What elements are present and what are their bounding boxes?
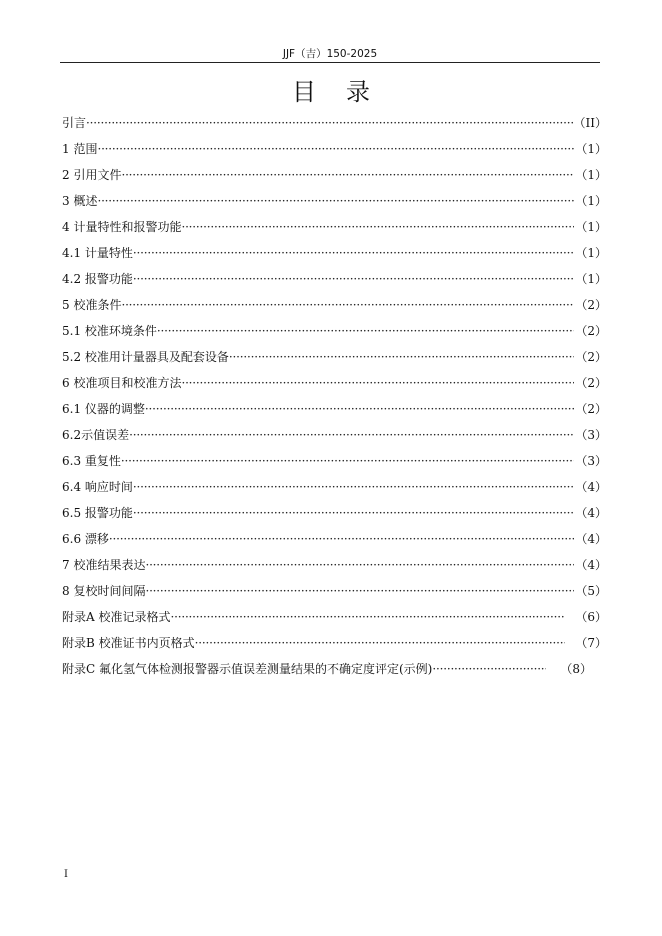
toc-entry-label: 7 校准结果表达 <box>62 558 146 572</box>
toc-entry-label: 5 校准条件 <box>62 298 122 312</box>
toc-entry-label: 6.5 报警功能 <box>62 506 133 520</box>
toc-entry-label: 6.2示值误差 <box>62 428 130 442</box>
toc-entry-page: （2） <box>575 324 607 338</box>
toc-entry-page: （2） <box>575 350 607 364</box>
dot-leader <box>170 607 565 627</box>
toc-entry[interactable] <box>62 321 607 347</box>
toc-entry-label: 6.4 响应时间 <box>62 480 133 494</box>
toc-entry-label: 8 复校时间间隔 <box>62 584 146 598</box>
dot-leader <box>229 347 574 367</box>
toc-entry-label: 6 校准项目和校准方法 <box>62 376 182 390</box>
toc-entry-label: 6.3 重复性 <box>62 454 121 468</box>
toc-entry-page: （2） <box>575 298 607 312</box>
toc-entry-page: （1） <box>575 142 607 156</box>
toc-entry[interactable] <box>62 607 607 633</box>
dot-leader <box>133 243 574 263</box>
toc-entry[interactable] <box>62 529 607 555</box>
dot-leader <box>133 269 574 289</box>
toc-entry[interactable] <box>62 555 607 581</box>
toc-entry-label: 引言 <box>62 116 87 130</box>
toc-entry[interactable] <box>62 373 607 399</box>
toc-entry-label: 4.1 计量特性 <box>62 246 133 260</box>
toc-entry-page: （1） <box>575 194 607 208</box>
toc-entry-page: （4） <box>575 506 607 520</box>
toc-entry[interactable] <box>62 113 607 139</box>
toc-entry-page: （1） <box>575 272 607 286</box>
dot-leader <box>133 503 574 523</box>
toc-entry-page: （1） <box>575 168 607 182</box>
dot-leader <box>97 139 574 159</box>
toc-entry[interactable] <box>62 503 607 529</box>
toc-entry[interactable] <box>62 659 592 685</box>
toc-entry-label: 3 概述 <box>62 194 98 208</box>
toc-entry-page: （II） <box>573 116 607 130</box>
toc-entry-label: 2 引用文件 <box>62 168 122 182</box>
toc-entry[interactable] <box>62 425 607 451</box>
toc-entry-page: （4） <box>575 532 607 546</box>
toc-entry[interactable] <box>62 243 607 269</box>
toc-title: 目录 <box>292 78 400 106</box>
toc-entry[interactable] <box>62 139 607 165</box>
toc-entry-page: （3） <box>575 454 607 468</box>
toc-entry-page: （3） <box>575 428 607 442</box>
toc-entry-page: （5） <box>575 584 607 598</box>
page-number: I <box>64 869 68 880</box>
dot-leader <box>181 217 574 237</box>
dot-leader <box>109 529 574 549</box>
toc-entry[interactable] <box>62 295 607 321</box>
toc-entry-page: （4） <box>575 480 607 494</box>
toc-entry-page: （1） <box>575 220 607 234</box>
dot-leader <box>181 373 574 393</box>
page-header <box>60 46 600 63</box>
toc-entry-label: 4.2 报警功能 <box>62 272 133 286</box>
toc-entry-page: （8） <box>560 662 592 676</box>
dot-leader <box>145 555 574 575</box>
dot-leader <box>129 425 574 445</box>
dot-leader <box>97 191 574 211</box>
toc-entry-label: 5.2 校准用计量器具及配套设备 <box>62 350 229 364</box>
toc-entry[interactable] <box>62 217 607 243</box>
dot-leader <box>86 113 573 133</box>
table-of-contents <box>62 113 607 685</box>
toc-entry-label: 6.6 漂移 <box>62 532 109 546</box>
toc-entry[interactable] <box>62 191 607 217</box>
dot-leader <box>121 165 574 185</box>
toc-entry-label: 附录B 校准证书内页格式 <box>62 636 195 650</box>
toc-entry-page: （4） <box>575 558 607 572</box>
toc-entry-label: 附录C 氟化氢气体检测报警器示值误差测量结果的不确定度评定(示例) <box>62 662 433 676</box>
toc-entry[interactable] <box>62 347 607 373</box>
dot-leader <box>157 321 574 341</box>
toc-entry[interactable] <box>62 451 607 477</box>
toc-entry-label: 1 范围 <box>62 142 98 156</box>
document-number: JJF（吉）150-2025 <box>282 48 378 60</box>
dot-leader <box>145 399 574 419</box>
toc-entry-page: （2） <box>575 402 607 416</box>
toc-entry[interactable] <box>62 165 607 191</box>
toc-entry-label: 附录A 校准记录格式 <box>62 610 171 624</box>
dot-leader <box>432 659 546 679</box>
toc-entry-label: 6.1 仪器的调整 <box>62 402 145 416</box>
toc-entry[interactable] <box>62 269 607 295</box>
dot-leader <box>195 633 566 653</box>
toc-entry[interactable] <box>62 477 607 503</box>
dot-leader <box>133 477 574 497</box>
toc-entry-page: （7） <box>575 636 607 650</box>
dot-leader <box>145 581 574 601</box>
toc-entry-page: （2） <box>575 376 607 390</box>
toc-entry-label: 4 计量特性和报警功能 <box>62 220 182 234</box>
toc-entry-page: （1） <box>575 246 607 260</box>
dot-leader <box>121 295 574 315</box>
toc-entry[interactable] <box>62 399 607 425</box>
dot-leader <box>121 451 574 471</box>
toc-entry-label: 5.1 校准环境条件 <box>62 324 157 338</box>
toc-entry[interactable] <box>62 581 607 607</box>
toc-entry[interactable] <box>62 633 607 659</box>
toc-entry-page: （6） <box>575 610 607 624</box>
